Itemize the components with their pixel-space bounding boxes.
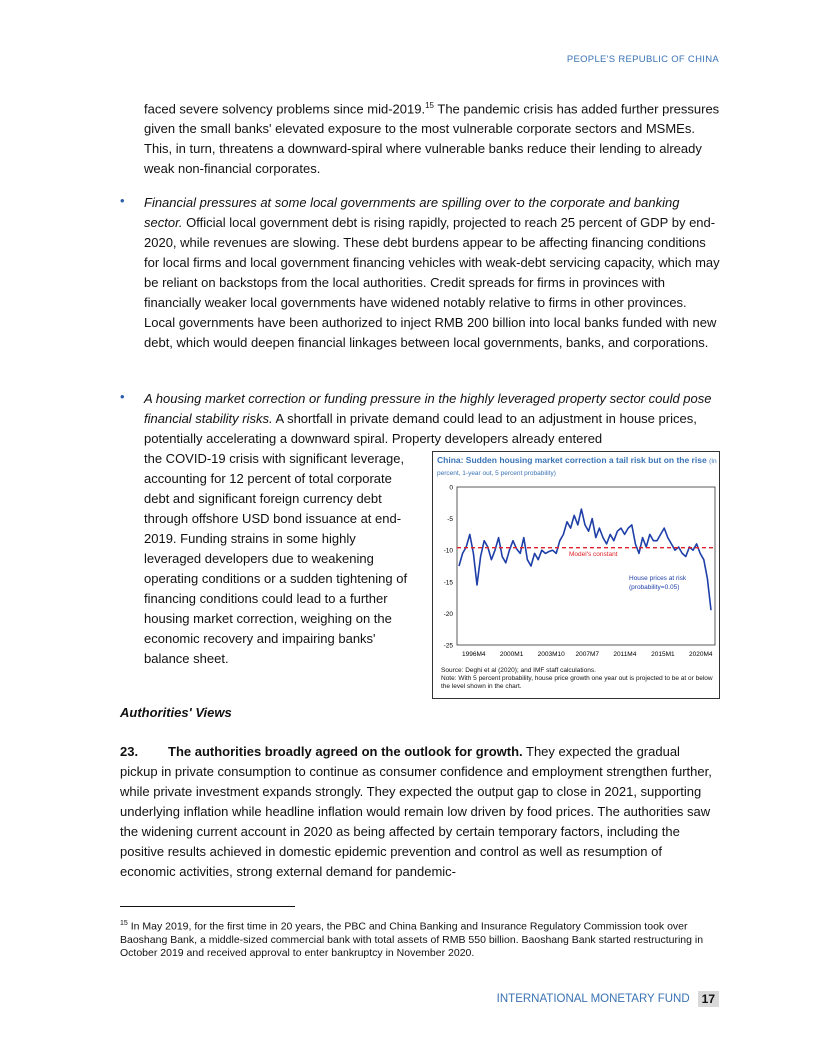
section-heading-authorities-views: Authorities' Views [120, 705, 232, 720]
y-axis-ticks [444, 485, 454, 650]
bullet1-text: Official local government debt is rising rapidly, projected to reach 25 percent of GDP by end-2020, while revenues are slowing. These debt burdens appear to be affecting financing conditions for local firms and local government financing vehicles with weak-debt servicing capacity, which may be reliant on backstops from the local authorities. Credit spreads for firms in provinces with financially weaker local governments have widened notably relative to firms in other provinces. Local governments have been authorized to inject RMB 200 billion into local banks funded with new debt, which would deepen financial linkages between local governments, banks, and corporations. [144, 215, 720, 350]
intro-text-a: faced severe solvency problems since mid-2019. [144, 101, 426, 117]
model-constant-label: Model's constant [569, 551, 618, 558]
paragraph-23 [120, 742, 720, 882]
series-label-line2: (probability=0.05) [629, 584, 680, 591]
para23-number: 23. [120, 744, 139, 759]
bullet1-lead: Financial pressures at some local governments are spilling over to the corporate and banking sector. [144, 195, 680, 230]
x-axis-ticks [462, 651, 713, 658]
bullet-marker-1: • [120, 193, 125, 208]
house-prices-at-risk-line [459, 509, 711, 610]
chart-source: Source: Deghi et al (2020); and IMF staff calculations. [441, 667, 596, 674]
bullet-marker-2: • [120, 389, 125, 404]
running-header: PEOPLE'S REPUBLIC OF CHINA [566, 54, 719, 65]
y-tick-label: 0 [449, 484, 453, 492]
footnote-marker: 15 [120, 920, 128, 927]
chart-note: Note: With 5 percent probability, house price growth one year out is projected to be at or below the level shown in the chart. [441, 675, 713, 690]
x-tick-label: 1996M4 [462, 651, 486, 658]
intro-paragraph [144, 96, 720, 179]
x-tick-label: 2000M1 [499, 651, 524, 658]
page-footer [497, 991, 719, 1007]
bullet2-lead: A housing market correction or funding pressure in the highly leveraged property sector could pose financial stability risks. [144, 391, 712, 426]
footnote-ref[interactable]: 15 [425, 101, 434, 110]
footnote-text: In May 2019, for the first time in 20 years, the PBC and China Banking and Insurance Regulatory Commission took over Baoshang Bank, a middle-sized commercial bank with total assets of RMB 550 billion. Baoshang Bank started restructuring in October 2019 and received approval to enter bankruptcy in November 2020. [120, 920, 704, 959]
page-number: 17 [698, 991, 719, 1007]
y-tick-label: -20 [443, 610, 453, 618]
para23-lead: The authorities broadly agreed on the outlook for growth. [168, 744, 523, 759]
footer-label: INTERNATIONAL MONETARY FUND [496, 993, 690, 1005]
y-tick-label: -25 [443, 642, 453, 650]
series-label-line1: House prices at risk [629, 575, 687, 582]
bullet2-text-a: A shortfall in private demand could lead to an adjustment in house prices, potentially accelerating a downward spiral. Property developers already entered [144, 411, 697, 446]
plot-area-frame [457, 487, 715, 645]
chart-subtitle: (In percent, 1-year out, 5 percent probability) [437, 458, 717, 477]
bullet-housing-market [144, 389, 722, 449]
bullet-local-governments [144, 193, 720, 353]
para23-text: They expected the gradual pickup in private consumption to continue as consumer confidence and employment strengthen further, while private investment expands strongly. They expected the output gap to close in 2021, supporting underlying inflation while headline inflation would remain low driven by food prices. The authorities saw the widening current account in 2020 as being affected by certain temporary factors, including the positive results achieved in domestic epidemic prevention and control as well as resumption of economic activities, strong external demand for pandemic- [120, 744, 712, 879]
house-prices-at-risk-chart [432, 451, 720, 699]
chart-plot [433, 452, 719, 664]
y-tick-label: -10 [443, 547, 453, 555]
x-tick-label: 2003M10 [537, 651, 565, 658]
bullet2-continuation: the COVID-19 crisis with significant leverage, accounting for 12 percent of total corporate debt and significant foreign currency debt through offshore USD bond issuance at end-2019. Funding strains in some highly leveraged developers due to weakening operating conditions or a sudden tightening of financing conditions could lead to a further housing market correction, weighing on the economic recovery and impairing banks' balance sheet. [144, 451, 408, 666]
y-tick-label: -15 [443, 579, 453, 587]
chart-title: China: Sudden housing market correction a tail risk but on the rise [437, 455, 707, 465]
chart-source-notes [441, 667, 717, 691]
footnote-divider [120, 906, 295, 907]
x-tick-label: 2011M4 [613, 651, 637, 658]
y-tick-label: -5 [447, 516, 453, 524]
x-tick-label: 2020M4 [689, 651, 713, 658]
intro-text-b: The pandemic crisis has added further pressures given the small banks' elevated exposure to the most vulnerable corporate sectors and MSMEs. This, in turn, threatens a downward-spiral where vulnerable banks reduce their lending to already weak non-financial corporates. [144, 101, 720, 177]
footnote-15 [120, 917, 720, 960]
x-tick-label: 2015M1 [651, 651, 675, 658]
x-tick-label: 2007M7 [575, 651, 599, 658]
